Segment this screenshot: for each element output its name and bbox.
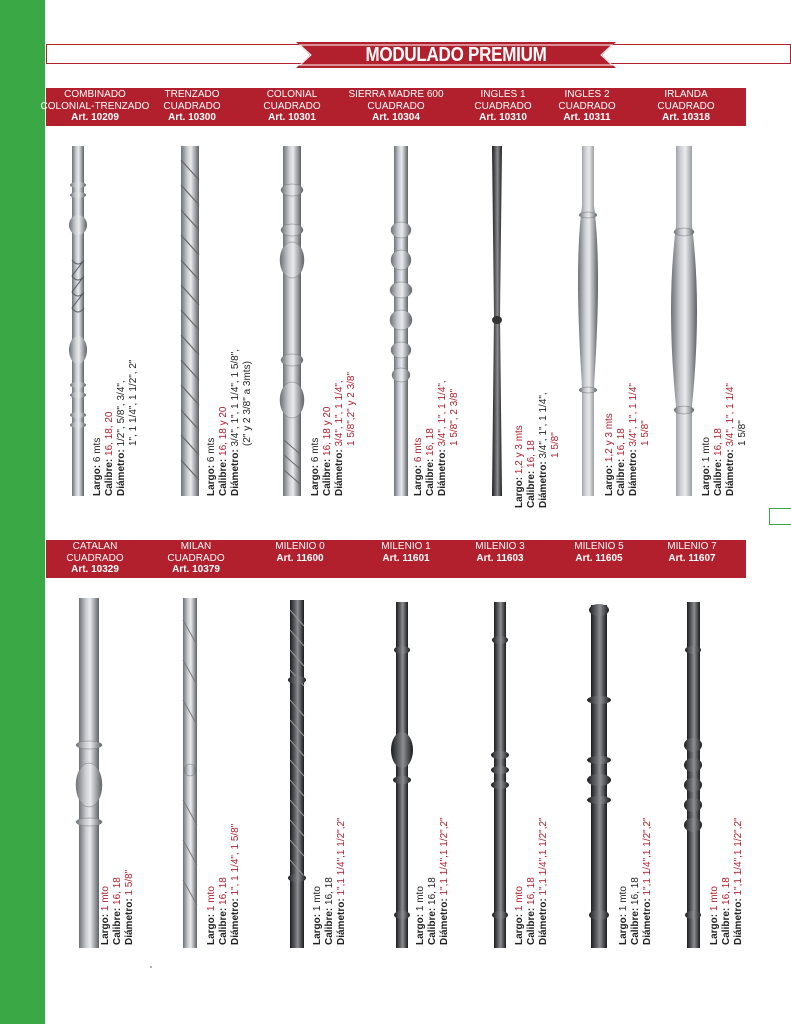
title-banner bbox=[46, 44, 791, 66]
article-number: Art. 10311 bbox=[563, 112, 611, 123]
product-name-line2: CUADRADO bbox=[657, 100, 715, 112]
diametro-label: Diámetro: bbox=[437, 449, 448, 496]
calibre-label: Calibre: bbox=[526, 907, 537, 945]
product-specs bbox=[618, 817, 654, 945]
largo-label: Largo: bbox=[604, 464, 615, 496]
product-specs bbox=[312, 817, 348, 945]
largo-value: 1 mto bbox=[514, 886, 525, 912]
diametro-value-line2: 1 5/8" bbox=[550, 432, 561, 458]
diametro-value: 1",1 1/4",1 1/2",2" bbox=[642, 817, 653, 896]
product-name-line2: COLONIAL-TRENZADO bbox=[40, 100, 150, 112]
largo-label: Largo: bbox=[100, 913, 111, 945]
product-name: MILENIO 7 bbox=[667, 541, 717, 552]
calibre-label: Calibre: bbox=[218, 907, 229, 945]
baluster-trenzado-image bbox=[181, 146, 199, 496]
calibre-label: Calibre: bbox=[427, 907, 438, 945]
product-specs bbox=[92, 360, 140, 496]
product-name: TRENZADO bbox=[164, 89, 220, 100]
diametro-value-line2: 1 5/8",2" y 2 3/8" bbox=[346, 371, 357, 446]
side-tab bbox=[769, 508, 791, 525]
baluster-catalan-image bbox=[76, 598, 102, 948]
diametro-value-line2: (2" y 2 3/8" a 3mts) bbox=[242, 361, 253, 446]
calibre-label: Calibre: bbox=[218, 458, 229, 496]
diametro-value: 3/4", 1", 1 1/4" bbox=[628, 383, 639, 447]
article-number: Art. 11603 bbox=[476, 552, 524, 564]
article-number: Art. 10310 bbox=[479, 112, 527, 123]
article-number: Art. 10300 bbox=[168, 112, 216, 123]
product-name: COMBINADO bbox=[64, 89, 126, 100]
product-specs bbox=[413, 380, 461, 496]
baluster-irlanda-image bbox=[671, 146, 697, 496]
article-number: Art. 10301 bbox=[268, 112, 316, 123]
diametro-value-line2: 1 5/8" bbox=[640, 420, 651, 446]
baluster-ingles2-image bbox=[578, 146, 598, 496]
calibre-label: Calibre: bbox=[322, 458, 333, 496]
calibre-value: 16, 18, 20 bbox=[104, 411, 115, 456]
largo-value: 6 mts bbox=[310, 437, 321, 463]
largo-value: 6 mts bbox=[92, 437, 103, 463]
largo-value: 1 mto bbox=[100, 886, 111, 912]
article-number: Art. 11600 bbox=[276, 552, 324, 564]
diametro-value: 1",1 1/4",1 1/2",2" bbox=[733, 817, 744, 896]
calibre-label: Calibre: bbox=[721, 907, 732, 945]
stray-dot bbox=[150, 966, 152, 968]
calibre-value: 16, 18 bbox=[616, 428, 627, 456]
product-name: SIERRA MADRE 600 bbox=[348, 89, 444, 100]
product-specs bbox=[514, 817, 550, 945]
article-number: Art. 10329 bbox=[71, 564, 119, 575]
product-specs bbox=[310, 372, 358, 496]
product-specs bbox=[206, 824, 242, 945]
calibre-value: 16, 18 bbox=[713, 428, 724, 456]
product-name: INGLES 2 bbox=[564, 89, 610, 100]
diametro-value: 1",1 1/4",1 1/2",2" bbox=[439, 817, 450, 896]
largo-label: Largo: bbox=[701, 464, 712, 496]
largo-label: Largo: bbox=[514, 913, 525, 945]
diametro-label: Diámetro: bbox=[439, 898, 450, 945]
article-number: Art. 10379 bbox=[172, 564, 220, 575]
calibre-value: 16, 18 bbox=[526, 877, 537, 905]
largo-label: Largo: bbox=[709, 913, 720, 945]
baluster-combinado-image bbox=[69, 146, 87, 496]
largo-value: 6 mts bbox=[413, 437, 424, 463]
diametro-value: 1",1 1/4",1 1/2",2" bbox=[538, 817, 549, 896]
product-name-line2: CUADRADO bbox=[163, 100, 221, 112]
diametro-value: 1",1 1/4",1 1/2",2" bbox=[336, 817, 347, 896]
largo-value: 1,2 y 3 mts bbox=[514, 425, 525, 475]
largo-value: 1 mto bbox=[618, 886, 629, 912]
product-name-line2: CUADRADO bbox=[367, 100, 425, 112]
product-specs bbox=[206, 349, 254, 496]
calibre-label: Calibre: bbox=[425, 458, 436, 496]
page-title: MODULADO PREMIUM bbox=[365, 44, 547, 66]
product-specs bbox=[604, 383, 652, 496]
calibre-value: 16, 18 bbox=[324, 877, 335, 905]
largo-label: Largo: bbox=[310, 464, 321, 496]
calibre-label: Calibre: bbox=[616, 458, 627, 496]
diametro-label: Diámetro: bbox=[538, 461, 549, 508]
calibre-value: 16, 18 bbox=[427, 877, 438, 905]
largo-label: Largo: bbox=[618, 913, 629, 945]
product-specs bbox=[415, 817, 451, 945]
baluster-colonial-image bbox=[280, 146, 304, 496]
diametro-value: 3/4", 1", 1 1/4", 1 5/8", bbox=[230, 348, 241, 447]
product-name-line2: CUADRADO bbox=[474, 100, 532, 112]
product-name: MILENIO 0 bbox=[275, 541, 325, 552]
diametro-label: Diámetro: bbox=[116, 449, 127, 496]
baluster-milan-image bbox=[183, 598, 197, 948]
baluster-milenio0-image bbox=[288, 600, 306, 948]
product-header bbox=[621, 89, 751, 124]
diametro-value: 1", 1 1/4", 1 5/8" bbox=[230, 823, 241, 896]
calibre-label: Calibre: bbox=[324, 907, 335, 945]
green-side-bar bbox=[0, 0, 45, 1024]
largo-label: Largo: bbox=[514, 476, 525, 508]
product-specs bbox=[701, 383, 749, 496]
product-name: MILAN bbox=[180, 541, 212, 552]
product-header bbox=[627, 541, 757, 564]
diametro-label: Diámetro: bbox=[230, 898, 241, 945]
calibre-value: 16, 18 bbox=[630, 877, 641, 905]
largo-label: Largo: bbox=[413, 464, 424, 496]
calibre-value: 16, 18 bbox=[425, 428, 436, 456]
diametro-label: Diámetro: bbox=[334, 449, 345, 496]
largo-label: Largo: bbox=[206, 913, 217, 945]
diametro-value-line2: 1", 1 1/4", 1 1/2", 2" bbox=[128, 359, 139, 446]
diametro-value: 1 5/8" bbox=[124, 869, 135, 896]
calibre-label: Calibre: bbox=[630, 907, 641, 945]
article-number: Art. 10304 bbox=[372, 112, 420, 123]
product-name: MILENIO 1 bbox=[381, 541, 431, 552]
calibre-label: Calibre: bbox=[104, 458, 115, 496]
diametro-label: Diámetro: bbox=[538, 898, 549, 945]
calibre-value: 16, 18 bbox=[526, 440, 537, 468]
product-name-line2: CUADRADO bbox=[66, 552, 124, 564]
diametro-label: Diámetro: bbox=[230, 449, 241, 496]
product-specs bbox=[514, 392, 562, 508]
largo-value: 1 mto bbox=[206, 886, 217, 912]
calibre-value: 16, 18 y 20 bbox=[218, 406, 229, 456]
article-number: Art. 10318 bbox=[662, 112, 710, 123]
diametro-value-line2: 1 5/8" bbox=[737, 420, 748, 446]
product-name-line2: CUADRADO bbox=[558, 100, 616, 112]
baluster-milenio5-image bbox=[587, 604, 611, 948]
diametro-value: 3/4", 1", 1 1/4", bbox=[538, 392, 549, 459]
baluster-milenio7-image bbox=[684, 602, 702, 948]
product-name: COLONIAL bbox=[266, 89, 318, 100]
diametro-label: Diámetro: bbox=[725, 449, 736, 496]
diametro-label: Diámetro: bbox=[733, 898, 744, 945]
baluster-sierra-image bbox=[390, 146, 412, 496]
largo-value: 1 mto bbox=[312, 886, 323, 912]
diametro-label: Diámetro: bbox=[124, 898, 135, 945]
article-number: Art. 11601 bbox=[382, 552, 430, 564]
largo-label: Largo: bbox=[206, 464, 217, 496]
largo-label: Largo: bbox=[312, 913, 323, 945]
diametro-value: 3/4", 1", 1 1/4", bbox=[437, 380, 448, 447]
diametro-value-line2: 1 5/8", 2 3/8" bbox=[449, 388, 460, 446]
calibre-label: Calibre: bbox=[713, 458, 724, 496]
product-name: CATALAN bbox=[72, 541, 118, 552]
diametro-value: 3/4", 1", 1 1/4" bbox=[725, 383, 736, 447]
product-name: IRLANDA bbox=[664, 89, 708, 100]
diametro-value: 1/2", 5/8", 3/4", bbox=[116, 380, 127, 447]
article-number: Art. 10209 bbox=[71, 112, 119, 123]
article-number: Art. 11607 bbox=[668, 552, 716, 564]
product-name: MILENIO 5 bbox=[574, 541, 624, 552]
largo-value: 6 mts bbox=[206, 437, 217, 463]
calibre-label: Calibre: bbox=[112, 907, 123, 945]
baluster-ingles1-image bbox=[492, 146, 502, 496]
largo-value: 1 mto bbox=[701, 437, 712, 463]
calibre-label: Calibre: bbox=[526, 470, 537, 508]
calibre-value: 16, 18 bbox=[721, 877, 732, 905]
largo-label: Largo: bbox=[92, 464, 103, 496]
baluster-milenio3-image bbox=[491, 602, 509, 948]
calibre-value: 16, 18 bbox=[112, 877, 123, 905]
product-name-line2: CUADRADO bbox=[263, 100, 321, 112]
largo-label: Largo: bbox=[415, 913, 426, 945]
product-specs bbox=[100, 870, 136, 945]
product-specs bbox=[709, 817, 745, 945]
largo-value: 1,2 y 3 mts bbox=[604, 413, 615, 463]
largo-value: 1 mto bbox=[415, 886, 426, 912]
largo-value: 1 mto bbox=[709, 886, 720, 912]
article-number: Art. 11605 bbox=[575, 552, 623, 564]
product-name-line2: CUADRADO bbox=[167, 552, 225, 564]
product-name: MILENIO 3 bbox=[475, 541, 525, 552]
baluster-milenio1-image bbox=[391, 602, 413, 948]
product-name: INGLES 1 bbox=[480, 89, 526, 100]
calibre-value: 16, 18 y 20 bbox=[322, 406, 333, 456]
diametro-label: Diámetro: bbox=[628, 449, 639, 496]
diametro-label: Diámetro: bbox=[642, 898, 653, 945]
calibre-value: 16, 18 bbox=[218, 877, 229, 905]
diametro-value: 3/4", 1", 1 1/4", bbox=[334, 380, 345, 447]
diametro-label: Diámetro: bbox=[336, 898, 347, 945]
